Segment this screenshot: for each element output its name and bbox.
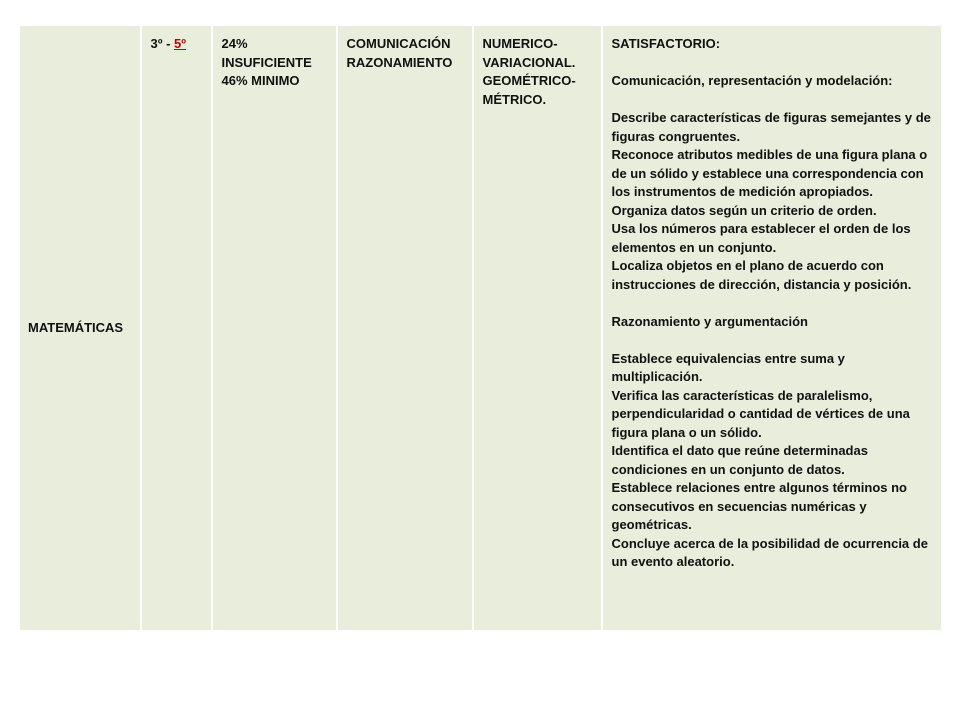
component-line: MÉTRICO. xyxy=(482,91,547,107)
grade-separator: - xyxy=(162,36,175,51)
spacer xyxy=(612,54,933,73)
result-minimum: 46% MINIMO xyxy=(221,73,300,88)
result-insufficient: INSUFICIENTE xyxy=(221,54,312,70)
spacer xyxy=(612,331,933,350)
description-item: Concluye acerca de la posibilidad de ocurrencia de un evento aleatorio. xyxy=(611,535,928,569)
section-title: Comunicación, representación y modelación: xyxy=(611,73,893,88)
component-line: NUMERICO- xyxy=(482,36,558,51)
spacer xyxy=(612,91,933,110)
subject-label: MATEMÁTICAS xyxy=(28,320,124,336)
results-cell xyxy=(212,26,337,631)
description-item: Describe características de figuras semejantes y de figuras congruentes. xyxy=(611,110,931,144)
spacer xyxy=(612,294,933,313)
component-line: VARIACIONAL. xyxy=(482,54,576,70)
table-row xyxy=(20,26,942,631)
grade-end: 5º xyxy=(174,36,187,51)
description-item: Identifica el dato que reúne determinadas condiciones en un conjunto de datos. xyxy=(611,443,868,477)
component-line: GEOMÉTRICO- xyxy=(482,73,576,88)
grade-start: 3º xyxy=(150,36,163,51)
grades-cell xyxy=(141,26,212,631)
description-item: Establece equivalencias entre suma y multiplicación. xyxy=(611,350,845,384)
curriculum-table xyxy=(19,25,943,631)
components-cell xyxy=(473,26,602,631)
competencies-cell xyxy=(337,26,473,631)
competency-reasoning: RAZONAMIENTO xyxy=(346,54,453,70)
result-percent: 24% xyxy=(221,36,248,51)
description-item: Verifica las características de paralelismo, perpendicularidad o cantidad de vértices de una figura plana o un sólido. xyxy=(611,387,910,440)
description-item: Usa los números para establecer el orden de los elementos en un conjunto. xyxy=(611,221,911,255)
description-cell xyxy=(602,26,942,631)
description-item: Reconoce atributos medibles de una figura plana o de un sólido y establece una correspondencia con los instrumentos de medición apropiados. xyxy=(611,147,928,199)
section-title: Razonamiento y argumentación xyxy=(611,313,808,329)
description-item: Localiza objetos en el plano de acuerdo con instrucciones de dirección, distancia y posición. xyxy=(611,258,912,292)
subject-cell xyxy=(20,26,141,631)
level-heading: SATISFACTORIO: xyxy=(611,36,721,51)
competency-communication: COMUNICACIÓN xyxy=(346,36,451,51)
description-item: Organiza datos según un criterio de orden. xyxy=(611,202,877,218)
description-item: Establece relaciones entre algunos términos no consecutivos en secuencias numéricas y geométricas. xyxy=(611,480,907,532)
